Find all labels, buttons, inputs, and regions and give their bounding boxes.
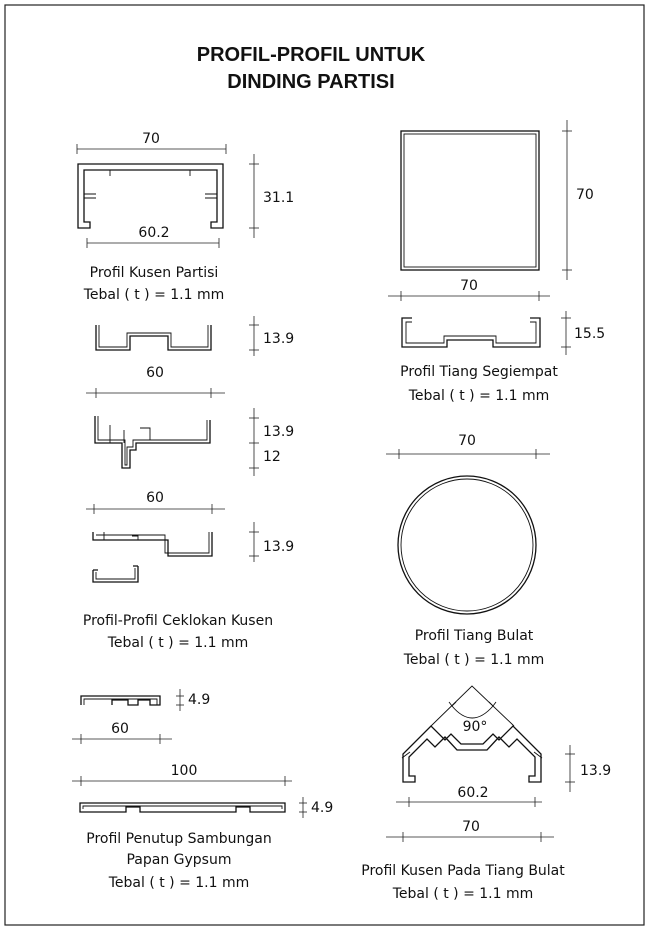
tiang-segiempat-tebal: Tebal ( t ) = 1.1 mm (408, 388, 550, 404)
kusen-tiang-bulat-caption: Profil Kusen Pada Tiang Bulat (361, 863, 565, 879)
dim-small-width: 60 (111, 721, 129, 737)
penutup-sambungan-group (72, 689, 333, 891)
dim-height-label: 31.1 (263, 190, 295, 206)
dim-profile3-height: 13.9 (263, 539, 295, 555)
angle-arc (452, 706, 493, 718)
dim-width3-label: 60 (146, 490, 164, 506)
dim-height-label: 13.9 (580, 763, 612, 779)
kusen-partisi-profile (78, 164, 223, 228)
angle-label: 90° (462, 719, 488, 735)
kusen-partisi-tebal: Tebal ( t ) = 1.1 mm (83, 287, 225, 303)
tiang-segiempat-inner (404, 134, 536, 267)
tiang-bulat-caption: Profil Tiang Bulat (414, 628, 534, 644)
dim-inner-width-label: 60.2 (457, 785, 489, 801)
title-line1: PROFIL-PROFIL UNTUK (196, 44, 426, 66)
ceklokan-profile-2 (95, 416, 210, 468)
dim-diameter-label: 70 (458, 433, 476, 449)
tiang-bulat-inner (401, 479, 533, 611)
tiang-bulat-tebal: Tebal ( t ) = 1.1 mm (403, 652, 545, 668)
dim-profile2-height: 13.9 (263, 424, 295, 440)
sheet-border (5, 5, 644, 925)
penutup-large-profile (80, 803, 285, 812)
dim-height-label: 70 (576, 187, 594, 203)
dim-inner-width-label: 60.2 (138, 225, 170, 241)
dim-width-label: 70 (460, 278, 478, 294)
tiang-segiempat-outer (401, 131, 539, 270)
title-line2: DINDING PARTISI (227, 71, 395, 93)
kusen-partisi-caption: Profil Kusen Partisi (89, 265, 219, 281)
tiang-bulat-outer (398, 476, 536, 614)
dim-width-label: 70 (462, 819, 480, 835)
ceklokan-tebal: Tebal ( t ) = 1.1 mm (107, 635, 249, 651)
penutup-caption-line2: Papan Gypsum (126, 852, 232, 868)
kusen-tiang-bulat-tebal: Tebal ( t ) = 1.1 mm (392, 886, 534, 902)
ceklokan-kusen-group (83, 316, 294, 651)
ceklokan-profile-3 (93, 532, 212, 556)
penutup-small-profile (81, 696, 160, 705)
tiang-segiempat-group (388, 120, 605, 404)
kusen-tiang-bulat-group (361, 686, 611, 902)
ceklokan-caption: Profil-Profil Ceklokan Kusen (82, 613, 274, 629)
dim-profile1-height: 13.9 (263, 331, 295, 347)
dim-width-label: 70 (142, 131, 160, 147)
tiang-bulat-group (386, 433, 550, 668)
tiang-segiempat-caption: Profil Tiang Segiempat (400, 364, 558, 380)
dim-small-height: 4.9 (188, 692, 211, 708)
dim-large-width: 100 (170, 763, 198, 779)
dim-channel-height-label: 15.5 (574, 326, 606, 342)
dim-large-height: 4.9 (311, 800, 334, 816)
dim-width1-label: 60 (146, 365, 164, 381)
kusen-partisi-group (77, 131, 294, 303)
penutup-tebal: Tebal ( t ) = 1.1 mm (108, 875, 250, 891)
ceklokan-profile-1 (96, 325, 211, 350)
dim-profile2-lip: 12 (263, 449, 281, 465)
penutup-caption-line1: Profil Penutup Sambungan (86, 831, 272, 847)
